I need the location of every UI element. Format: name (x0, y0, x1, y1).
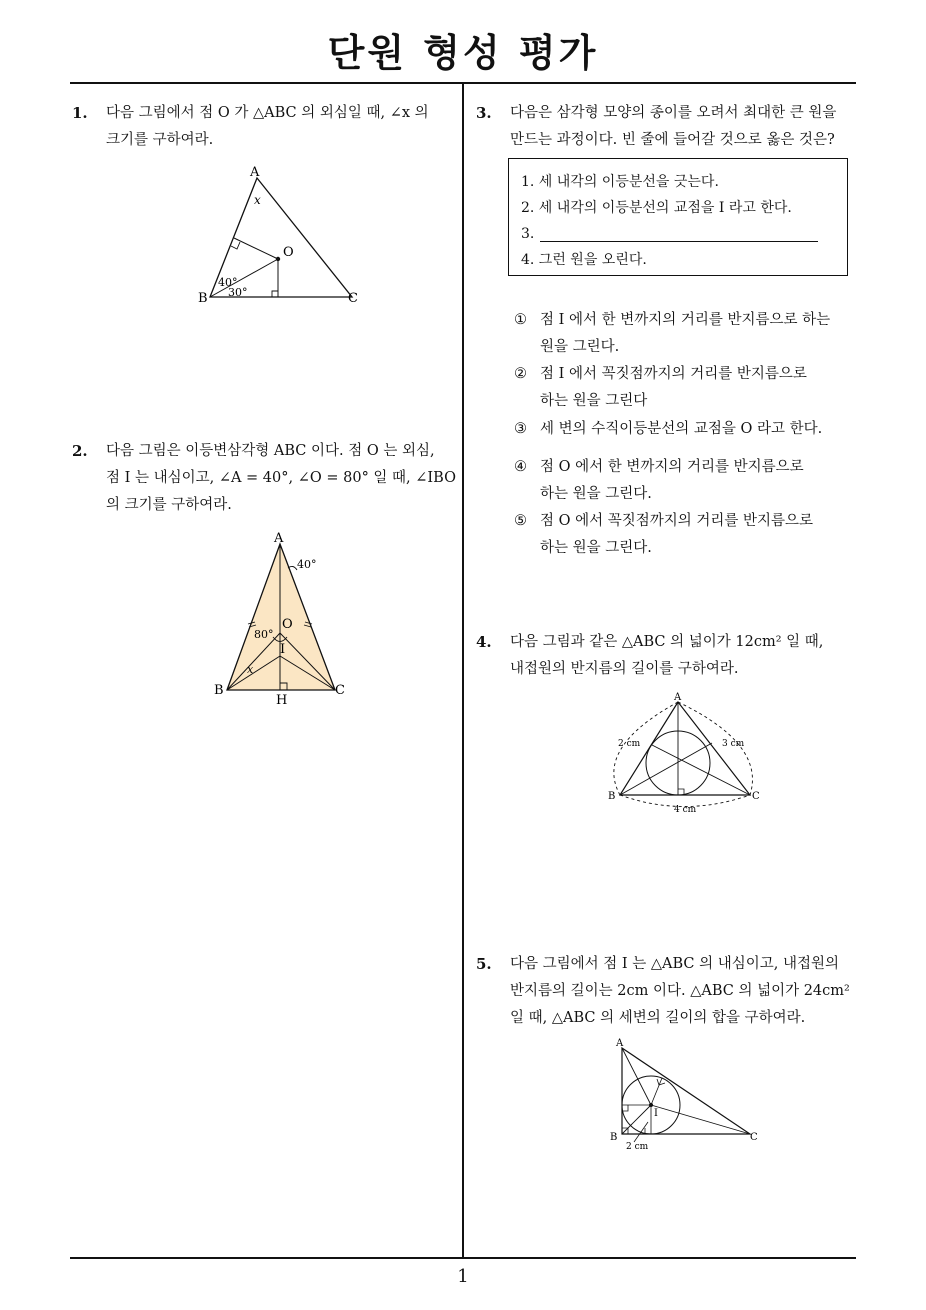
q1-label-A: A (250, 165, 260, 180)
q2-label-B: B (214, 683, 224, 698)
q3-number: 3. (476, 104, 492, 122)
page-number: 1 (457, 1266, 469, 1287)
q3-option-5-line1: 점 O 에서 꼭짓점까지의 거리를 반지름으로 (540, 513, 814, 529)
bottom-rule (70, 1257, 856, 1259)
q4-label-A: A (674, 692, 682, 703)
q4-number: 4. (476, 633, 492, 651)
q5-line2: 반지름의 길이는 2cm 이다. △ABC 의 넓이가 24cm² (510, 983, 850, 999)
q5-figure (604, 1034, 774, 1159)
q3-line1: 다음은 삼각형 모양의 종이를 오려서 최대한 큰 원을 (510, 105, 837, 121)
q3-option-1-num: ① (514, 312, 527, 328)
q1-angle-40: 40° (218, 276, 238, 289)
q3-option-4-line2: 하는 원을 그린다. (540, 486, 652, 502)
q2-label-x: x (247, 663, 254, 676)
column-divider (462, 84, 464, 1258)
q5-text (510, 951, 860, 1032)
q5-line3: 일 때, △ABC 의 세변의 길이의 합을 구하여라. (510, 1010, 806, 1026)
q3-step4: 4. 그런 원을 오린다. (521, 252, 647, 268)
q5-label-I: I (654, 1108, 658, 1119)
q3-option-3[interactable] (514, 416, 854, 443)
q3-option-2[interactable] (514, 361, 854, 415)
q2-line2: 점 I 는 내심이고, ∠A = 40°, ∠O = 80° 일 때, ∠IBO (106, 470, 456, 486)
q4-label-ab: 2 cm (618, 739, 641, 749)
q2-text (106, 438, 456, 519)
q3-option-2-line2: 하는 원을 그린다 (540, 393, 648, 409)
q3-text (510, 100, 860, 154)
q3-option-1[interactable] (514, 307, 854, 361)
q3-step3-label: 3. (521, 226, 535, 242)
q3-procedure-box (508, 158, 848, 276)
q2-angle-40: 40° (297, 558, 317, 571)
q1-line2: 크기를 구하여라. (106, 132, 214, 148)
q2-label-I: I (280, 642, 286, 657)
q3-option-5-line2: 하는 원을 그린다. (540, 540, 652, 556)
q2-label-C: C (335, 683, 345, 698)
q3-option-4-num: ④ (514, 459, 527, 475)
q5-line1: 다음 그림에서 점 I 는 △ABC 의 내심이고, 내접원의 (510, 956, 839, 972)
q3-option-5[interactable] (514, 508, 854, 562)
q4-figure (598, 688, 778, 818)
q3-blank-line (540, 227, 818, 242)
q1-label-x: x (254, 193, 261, 207)
q4-label-B: B (608, 791, 616, 802)
q4-label-bc: 4 cm (674, 805, 697, 815)
q3-option-2-num: ② (514, 366, 527, 382)
q2-line1: 다음 그림은 이등변삼각형 ABC 이다. 점 O 는 외심, (106, 443, 435, 459)
page-title: 단원 형성 평가 (327, 31, 599, 75)
q1-number: 1. (72, 104, 88, 122)
q3-option-1-line2: 원을 그린다. (540, 339, 620, 355)
q3-option-4[interactable] (514, 454, 854, 508)
q5-number: 5. (476, 955, 492, 973)
q3-step1: 1. 세 내각의 이등분선을 긋는다. (521, 174, 719, 190)
q1-text (106, 100, 456, 154)
q3-step2: 2. 세 내각의 이등분선의 교점을 I 라고 한다. (521, 200, 792, 216)
q1-label-C: C (348, 291, 358, 306)
q3-option-1-line1: 점 I 에서 한 변까지의 거리를 반지름으로 하는 (540, 312, 831, 328)
q5-label-A: A (616, 1038, 624, 1049)
q3-option-3-num: ③ (514, 421, 527, 437)
q1-angle-30: 30° (228, 286, 248, 299)
q3-option-3-line1: 세 변의 수직이등분선의 교점을 O 라고 한다. (540, 421, 823, 437)
q4-label-ac: 3 cm (722, 739, 745, 749)
q2-line3: 의 크기를 구하여라. (106, 497, 232, 513)
q1-label-O: O (283, 245, 294, 260)
q3-line2: 만드는 과정이다. 빈 줄에 들어갈 것으로 옳은 것은? (510, 132, 835, 148)
q3-option-5-num: ⑤ (514, 513, 527, 529)
q2-label-A: A (274, 531, 284, 546)
q4-line2: 내접원의 반지름의 길이를 구하여라. (510, 661, 739, 677)
q3-option-2-line1: 점 I 에서 꼭짓점까지의 거리를 반지름으로 (540, 366, 807, 382)
q3-step3 (521, 221, 847, 247)
q4-label-C: C (752, 791, 760, 802)
q2-label-H: H (276, 693, 288, 708)
q4-line1: 다음 그림과 같은 △ABC 의 넓이가 12cm² 일 때, (510, 634, 824, 650)
q2-figure (205, 528, 365, 708)
q5-label-r: 2 cm (626, 1142, 649, 1152)
q5-label-B: B (610, 1132, 618, 1143)
q1-figure (190, 160, 380, 310)
q3-option-4-line1: 점 O 에서 한 변까지의 거리를 반지름으로 (540, 459, 804, 475)
q1-label-B: B (198, 291, 208, 306)
q1-line1: 다음 그림에서 점 O 가 △ABC 의 외심일 때, ∠x 의 (106, 105, 429, 121)
q5-label-C: C (750, 1132, 758, 1143)
q2-number: 2. (72, 442, 88, 460)
q4-text (510, 629, 860, 683)
q2-angle-80: 80° (254, 628, 274, 641)
q2-label-O: O (282, 617, 293, 632)
